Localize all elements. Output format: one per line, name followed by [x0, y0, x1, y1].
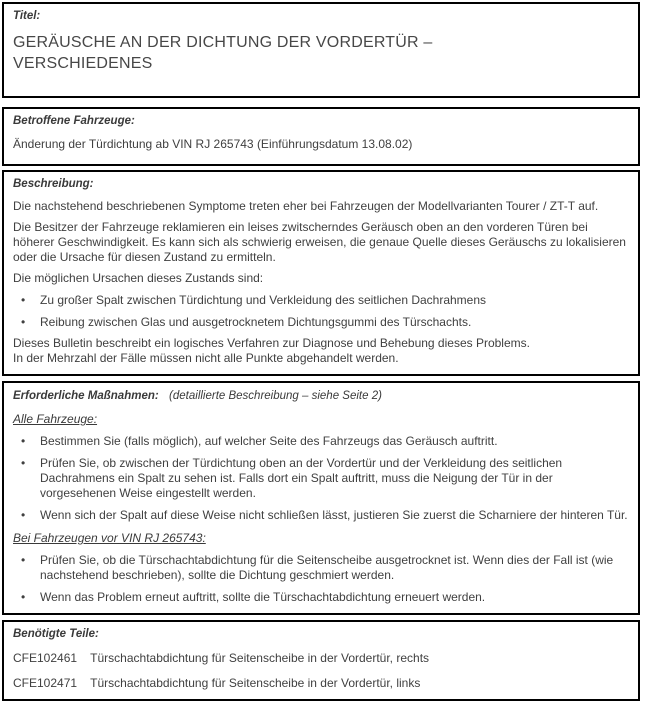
section-heading-benoetigte-teile: Benötigte Teile:	[13, 628, 99, 640]
part-description: Türschachtabdichtung für Seitenscheibe in der Vordertür, links	[90, 676, 421, 690]
list-item	[13, 508, 629, 523]
section-betroffene-fahrzeuge	[2, 107, 640, 166]
list-item	[13, 590, 629, 605]
subheading-alle-fahrzeuge: Alle Fahrzeuge:	[13, 412, 98, 426]
list-item	[13, 315, 629, 330]
part-description: Türschachtabdichtung für Seitenscheibe in der Vordertür, rechts	[90, 651, 430, 665]
pre-vin-actions-list	[13, 553, 629, 605]
list-item-text: Prüfen Sie, ob die Türschachtabdichtung für die Seitenscheibe ausgetrocknet ist. Wenn dies der Fall ist (wie nachstehend beschrieben), sollte die Dichtung geschmiert werden.	[40, 553, 614, 582]
description-causes-list	[13, 293, 629, 330]
section-beschreibung	[2, 170, 640, 376]
list-item-text: Wenn das Problem erneut auftritt, sollte die Türschachtabdichtung erneuert werden.	[40, 590, 486, 604]
closing-line: Dieses Bulletin beschreibt ein logisches Verfahren zur Diagnose und Behebung dieses Problems.	[13, 336, 530, 350]
part-row	[13, 651, 629, 666]
section-heading-erforderliche-massnahmen: Erforderliche Maßnahmen:	[13, 390, 159, 402]
closing-line: In der Mehrzahl der Fälle müssen nicht alle Punkte abgehandelt werden.	[13, 351, 399, 365]
affected-vehicles-text: Änderung der Türdichtung ab VIN RJ 265743 (Einführungsdatum 13.08.02)	[13, 137, 413, 151]
list-item-text: Zu großer Spalt zwischen Türdichtung und Verkleidung des seitlichen Dachrahmens	[40, 293, 487, 307]
part-number: CFE102471	[13, 676, 78, 690]
list-item-text: Wenn sich der Spalt auf diese Weise nicht schließen lässt, justieren Sie zuerst die Scharniere der hinteren Tür.	[40, 508, 628, 522]
description-paragraph-causes-intro: Die möglichen Ursachen dieses Zustands sind:	[13, 271, 264, 285]
section-erforderliche-massnahmen	[2, 381, 640, 615]
section-heading-beschreibung: Beschreibung:	[13, 178, 94, 190]
section-titel	[2, 2, 640, 98]
subheading-vor-vin: Bei Fahrzeugen vor VIN RJ 265743:	[13, 531, 206, 545]
list-item-text: Bestimmen Sie (falls möglich), auf welcher Seite des Fahrzeugs das Geräusch auftritt.	[40, 434, 498, 448]
bulletin-title: GERÄUSCHE AN DER DICHTUNG DER VORDERTÜR – VERSCHIEDENES	[13, 34, 433, 72]
description-paragraph-symptoms: Die nachstehend beschriebenen Symptome treten eher bei Fahrzeugen der Modellvarianten Tourer / ZT-T auf.	[13, 199, 599, 213]
description-paragraph-complaint: Die Besitzer der Fahrzeuge reklamieren ein leises zwitscherndes Geräusch oben an den vorderen Türen bei höherer Geschwindigkeit. Es kann sich als schwierig erweisen, die genaue Quelle dieses Geräuschs zu lokalisieren oder die Ursache für diesen Zustand zu ermitteln.	[13, 220, 626, 264]
section-heading-betroffene-fahrzeuge: Betroffene Fahrzeuge:	[13, 115, 135, 127]
list-item-text: Prüfen Sie, ob zwischen der Türdichtung oben an der Vordertür und der Verkleidung des seitlichen Dachrahmens ein Spalt zu sehen ist. Falls dort ein Spalt auftritt, muss die Neigung der Tür in der vorgesehenen Weise eingestellt werden.	[40, 456, 563, 500]
all-vehicles-actions-list	[13, 434, 629, 523]
list-item	[13, 434, 629, 449]
actions-heading-row	[13, 388, 629, 404]
description-closing	[13, 336, 629, 366]
actions-heading-note: (detaillierte Beschreibung – siehe Seite 2)	[169, 390, 382, 402]
section-benoetigte-teile	[2, 620, 640, 701]
section-heading-titel: Titel:	[13, 10, 41, 22]
list-item	[13, 293, 629, 308]
list-item	[13, 553, 629, 583]
list-item	[13, 456, 629, 501]
parts-list	[13, 651, 629, 691]
list-item-text: Reibung zwischen Glas und ausgetrocknetem Dichtungsgummi des Türschachts.	[40, 315, 472, 329]
part-number: CFE102461	[13, 651, 78, 665]
part-row	[13, 676, 629, 691]
